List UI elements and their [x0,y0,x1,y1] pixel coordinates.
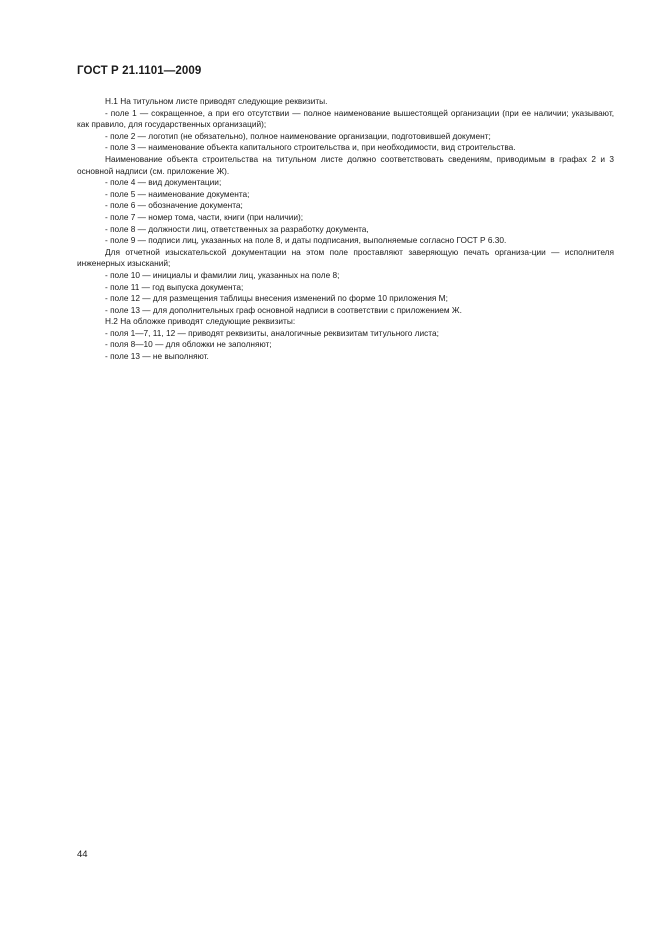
document-body [77,96,614,363]
list-item-field-4: - поле 4 — вид документации; [105,177,222,188]
document-header: ГОСТ Р 21.1101—2009 [77,65,202,77]
list-item-field-5: - поле 5 — наименование документа; [105,188,250,199]
list-item-field-3: - поле 3 — наименование объекта капитального строительства и, при необходимости, вид строительства. [105,142,516,153]
list-item-field-2: - поле 2 — логотип (не обязательно), полное наименование организации, подготовившей документ; [105,130,491,141]
list-item-field-1: - поле 1 — сокращенное, а при его отсутствии — полное наименование вышестоящей организации (при ее наличии; указывают, как правило, для государственных организаций); [77,107,614,130]
list-item-cover-fields-1-7: - поля 1—7, 11, 12 — приводят реквизиты, аналогичные реквизитам титульного листа; [105,327,439,338]
list-item-field-6: - поле 6 — обозначение документа; [105,200,243,211]
paragraph-object-name-note: Наименование объекта строительства на титульном листе должно соответствовать сведениям, приводимым в графах 2 и 3 основной надписи (см. приложение Ж). [77,153,614,176]
list-item-field-11: - поле 11 — год выпуска документа; [105,281,244,292]
list-item-field-8: - поле 8 — должности лиц, ответственных за разработку документа, [105,223,369,234]
list-item-field-7: - поле 7 — номер тома, части, книги (при наличии); [105,211,304,222]
list-item-cover-field-13: - поле 13 — не выполняют. [105,351,209,362]
section-heading-h2: Н.2 На обложке приводят следующие реквизиты: [105,316,296,327]
list-item-field-10: - поле 10 — инициалы и фамилии лиц, указанных на поле 8; [105,269,340,280]
paragraph-survey-seal-note: Для отчетной изыскательской документации на этом поле проставляют заверяющую печать организа-ции — исполнителя инженерных изысканий; [77,246,614,269]
list-item-cover-fields-8-10: - поля 8—10 — для обложки не заполняют; [105,339,272,350]
page-number: 44 [77,849,88,860]
list-item-field-12: - поле 12 — для размещения таблицы внесения изменений по форме 10 приложения М; [105,293,448,304]
list-item-field-13: - поле 13 — для дополнительных граф основной надписи в соответствии с приложением Ж. [105,304,462,315]
section-heading-h1: Н.1 На титульном листе приводят следующие реквизиты. [105,96,328,106]
list-item-field-9: - поле 9 — подписи лиц, указанных на поле 8, и даты подписания, выполняемые согласно ГОСТ Р 6.30. [105,235,507,246]
